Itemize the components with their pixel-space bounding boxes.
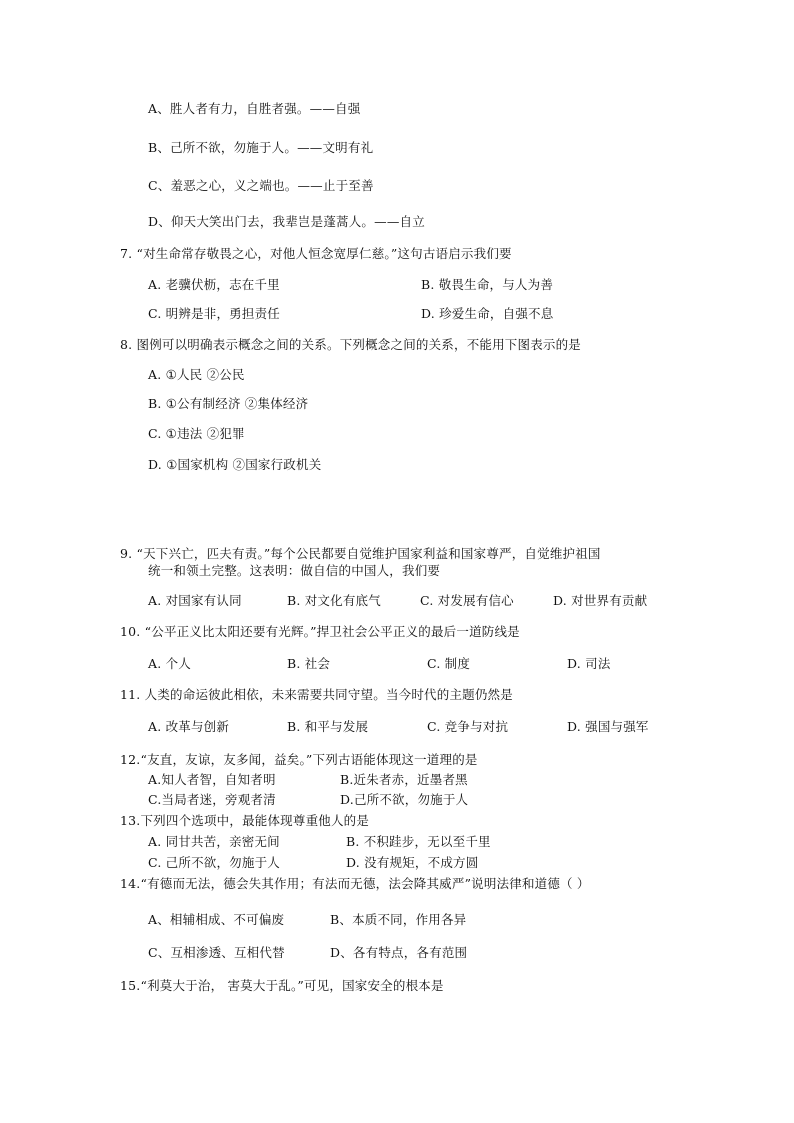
- q12-option-c: C.当局者迷，旁观者清: [148, 792, 276, 807]
- q7-option-a: A. 老骥伏枥，志在千里: [148, 277, 280, 292]
- q15-stem: 15.“利莫大于治， 害莫大于乱。”可见，国家安全的根本是: [120, 978, 444, 993]
- q13-option-b: B. 不积跬步，无以至千里: [346, 834, 491, 849]
- q14-option-c: C、互相渗透、互相代替: [148, 945, 285, 960]
- q6-option-a: A、胜人者有力，自胜者强。——自强: [148, 101, 361, 116]
- q13-option-c: C. 己所不欲，勿施于人: [148, 855, 280, 870]
- q14-option-a: A、相辅相成、不可偏废: [148, 912, 285, 927]
- q7-option-d: D. 珍爱生命，自强不息: [421, 306, 554, 321]
- q11-option-c: C. 竞争与对抗: [427, 719, 509, 734]
- q10-option-a: A. 个人: [148, 656, 191, 671]
- q9-option-a: A. 对国家有认同: [148, 593, 242, 608]
- q14-option-d: D、各有特点，各有范围: [330, 945, 468, 960]
- q6-option-d: D、仰天大笑出门去，我辈岂是蓬蒿人。——自立: [148, 214, 425, 229]
- q8-option-d: D. ①国家机构 ②国家行政机关: [148, 457, 322, 472]
- q9-option-b: B. 对文化有底气: [287, 593, 381, 608]
- q12-option-a: A.知人者智，自知者明: [148, 772, 276, 787]
- q11-stem: 11. 人类的命运彼此相依，未来需要共同守望。当今时代的主题仍然是: [120, 687, 513, 702]
- q11-option-a: A. 改革与创新: [148, 719, 230, 734]
- q7-stem: 7. “对生命常存敬畏之心，对他人恒念宽厚仁慈。”这句古语启示我们要: [120, 246, 512, 261]
- q14-stem: 14.“有德而无法，德会失其作用；有法而无德，法会降其威严”说明法律和道德（ ）: [120, 876, 590, 891]
- q11-option-d: D. 强国与强军: [567, 719, 649, 734]
- q9-option-d: D. 对世界有贡献: [553, 593, 648, 608]
- q7-option-c: C. 明辨是非，勇担责任: [148, 306, 280, 321]
- q13-option-d: D. 没有规矩，不成方圆: [346, 855, 479, 870]
- q8-stem: 8. 图例可以明确表示概念之间的关系。下列概念之间的关系，不能用下图表示的是: [120, 337, 582, 352]
- q9-stem-line-1: 9. “天下兴亡，匹夫有责。”每个公民都要自觉维护国家利益和国家尊严，自觉维护祖国: [120, 546, 601, 561]
- q9-option-c: C. 对发展有信心: [420, 593, 514, 608]
- q10-option-d: D. 司法: [567, 656, 611, 671]
- q11-option-b: B. 和平与发展: [287, 719, 369, 734]
- q12-option-d: D.己所不欲，勿施于人: [340, 792, 469, 807]
- q9-stem-line-2: 统一和领土完整。这表明：做自信的中国人，我们要: [148, 563, 441, 578]
- q8-option-b: B. ①公有制经济 ②集体经济: [148, 396, 309, 411]
- q14-option-b: B、本质不同，作用各异: [330, 912, 467, 927]
- q8-option-c: C. ①违法 ②犯罪: [148, 426, 245, 441]
- q13-stem: 13.下列四个选项中，最能体现尊重他人的是: [120, 813, 370, 828]
- q13-option-a: A. 同甘共苦，亲密无间: [148, 834, 280, 849]
- q12-stem: 12.“友直，友谅，友多闻，益矣。”下列古语能体现这一道理的是: [120, 752, 478, 767]
- q6-option-b: B、己所不欲，勿施于人。——文明有礼: [148, 140, 374, 155]
- q7-option-b: B. 敬畏生命，与人为善: [421, 277, 554, 292]
- q10-option-c: C. 制度: [427, 656, 471, 671]
- q6-option-c: C、羞恶之心，义之端也。——止于至善: [148, 178, 374, 193]
- q8-option-a: A. ①人民 ②公民: [148, 367, 245, 382]
- q12-option-b: B.近朱者赤，近墨者黑: [340, 772, 468, 787]
- q10-stem: 10. “公平正义比太阳还要有光辉。”捍卫社会公平正义的最后一道防线是: [120, 624, 520, 639]
- q10-option-b: B. 社会: [287, 656, 331, 671]
